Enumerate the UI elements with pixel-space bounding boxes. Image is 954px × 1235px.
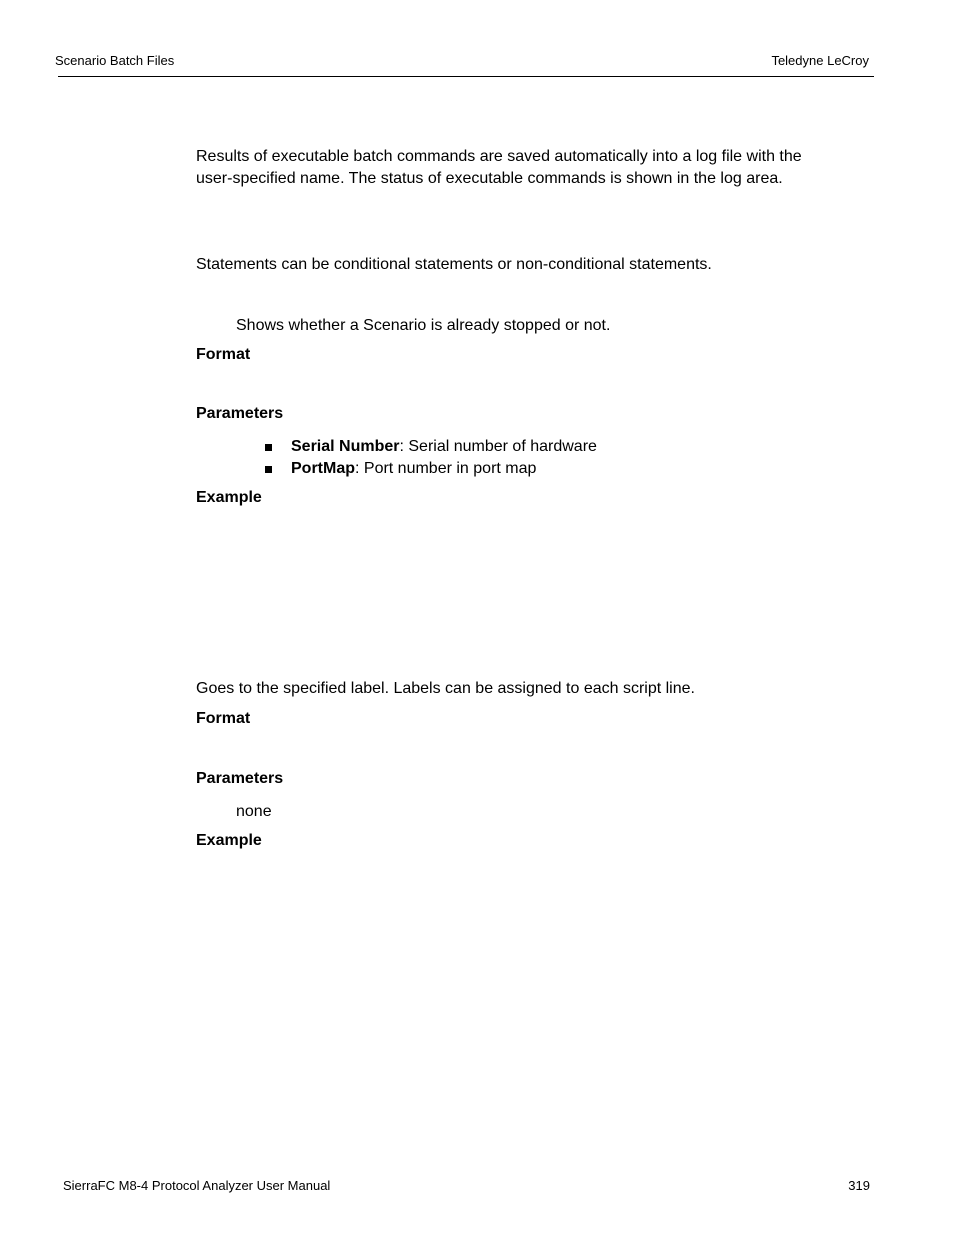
section2-example-heading: Example <box>196 832 262 849</box>
intro-line-1: Results of executable batch commands are saved automatically into a log file with the <box>196 148 802 165</box>
header-rule <box>58 76 874 77</box>
param-desc: : Port number in port map <box>355 460 537 477</box>
param-item <box>265 436 597 458</box>
param-desc: : Serial number of hardware <box>399 438 597 455</box>
footer-page-number: 319 <box>848 1178 870 1193</box>
section1-format-heading: Format <box>196 346 251 363</box>
section1-parameters-heading: Parameters <box>196 405 284 422</box>
square-bullet-icon <box>265 444 272 451</box>
section2-format-heading: Format <box>196 710 251 727</box>
param-name: PortMap <box>291 460 355 477</box>
section2-parameters-heading: Parameters <box>196 770 284 787</box>
param-item <box>265 458 536 480</box>
section2-description: Goes to the specified label. Labels can be assigned to each script line. <box>196 680 695 697</box>
square-bullet-icon <box>265 466 272 473</box>
intro-line-2: user-specified name. The status of executable commands is shown in the log area. <box>196 170 783 187</box>
header-section-title: Scenario Batch Files <box>55 53 175 68</box>
section2-params-text: none <box>236 803 272 820</box>
param-name: Serial Number <box>291 438 400 455</box>
section1-example-heading: Example <box>196 489 262 506</box>
header-company: Teledyne LeCroy <box>771 53 869 68</box>
footer-manual-title: SierraFC M8-4 Protocol Analyzer User Manual <box>63 1178 331 1193</box>
section1-description: Shows whether a Scenario is already stopped or not. <box>236 317 611 334</box>
statements-paragraph: Statements can be conditional statements or non-conditional statements. <box>196 256 712 273</box>
